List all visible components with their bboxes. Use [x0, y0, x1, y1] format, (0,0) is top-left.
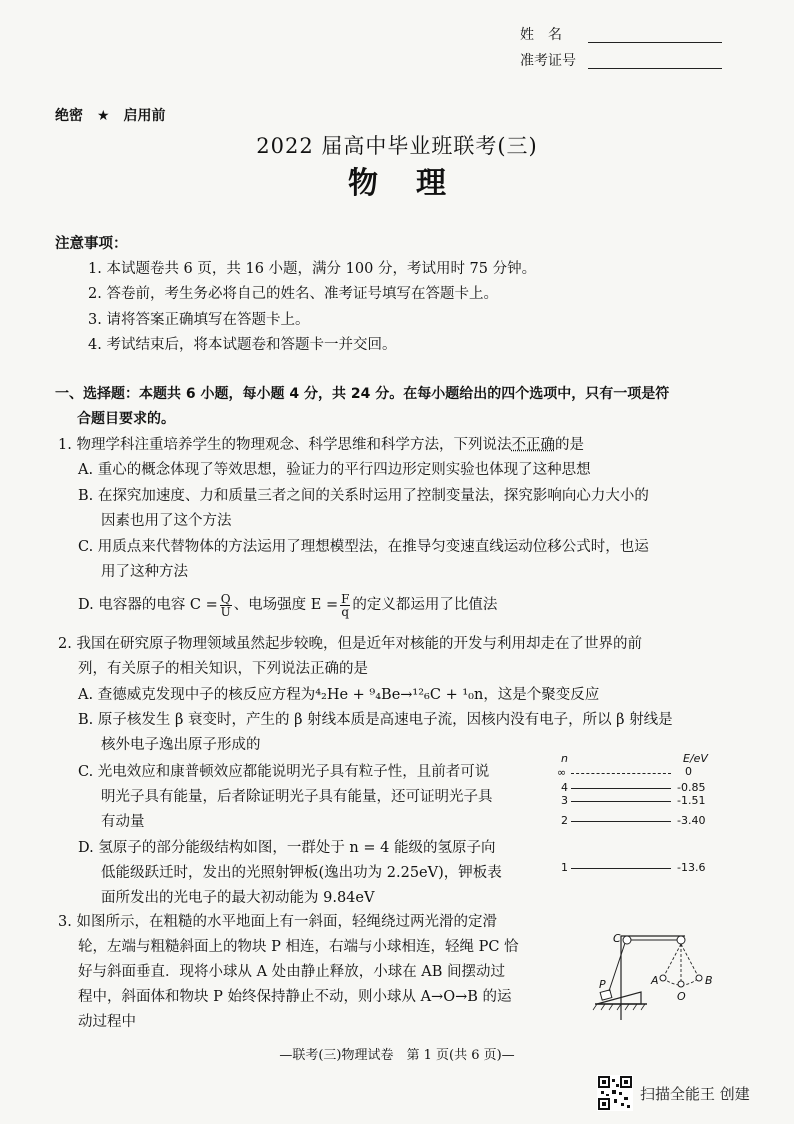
page-footer: —联考(三)物理试卷 第 1 页(共 6 页)—	[279, 1048, 515, 1063]
section-heading: 一、选择题：本题共 6 小题，每小题 4 分，共 24 分。在每小题给出的四个选项中，只有一项是符	[55, 386, 670, 402]
q1-stem-post: 的是	[554, 437, 584, 453]
q1-option-b-cont: 因素也用了这个方法	[101, 513, 232, 529]
fraction-numerator: Q	[220, 591, 231, 606]
q1-stem	[58, 436, 584, 454]
q2-a-pre: A. 查德威克发现中子的核反应方程为	[78, 687, 316, 703]
qr-code-graphic	[597, 1075, 633, 1111]
exam-id-underline	[588, 68, 722, 69]
n-axis-label: n	[561, 752, 568, 765]
fraction-numerator: F	[341, 591, 350, 606]
notice-item: 3. 请将答案正确填写在答题卡上。	[88, 312, 310, 328]
q3-stem-cont: 程中，斜面体和物块 P 始终保持静止不动，则小球从 A→O→B 的运	[78, 989, 512, 1005]
q2-option-b: B. 原子核发生 β 衰变时，产生的 β 射线本质是高速电子流，因核内没有电子，所以 β 射线是	[78, 712, 673, 728]
confidential-mark: 绝密 ★ 启用前	[55, 108, 166, 124]
subject-title: 物理	[348, 166, 484, 201]
name-label: 姓 名	[520, 27, 562, 43]
q2-a-post: ，这是个聚变反应	[483, 687, 600, 703]
energy-level-line	[571, 773, 671, 774]
label-a: A	[651, 974, 659, 987]
energy-level-diagram	[555, 750, 735, 880]
q1-option-b: B. 在探究加速度、力和质量三者之间的关系时运用了控制变量法，探究影响向心力大小的	[78, 488, 649, 504]
level-n: 3	[561, 794, 568, 807]
section-heading-cont: 合题目要求的。	[77, 411, 175, 427]
notice-item: 4. 考试结束后，将本试题卷和答题卡一并交回。	[88, 337, 397, 353]
capacitance-fraction	[220, 593, 232, 618]
q1-option-d	[78, 592, 497, 618]
q1-d-pre: D. 电容器的电容 C =	[78, 597, 218, 613]
level-n: 2	[561, 814, 568, 827]
q2-stem-cont: 列，有关原子的相关知识，下列说法正确的是	[78, 661, 368, 677]
q1-option-a: A. 重心的概念体现了等效思想，验证力的平行四边形定则实验也体现了这种思想	[78, 462, 591, 478]
qr-code-icon	[597, 1075, 633, 1111]
notice-item: 1. 本试题卷共 6 页，共 16 小题，满分 100 分，考试用时 75 分钟。	[88, 261, 537, 277]
q3-stem-cont: 动过程中	[78, 1014, 136, 1030]
q3-stem-cont: 轮，左端与粗糙斜面上的物块 P 相连，右端与小球相连，轻绳 PC 恰	[78, 939, 519, 955]
energy-level-line	[571, 821, 671, 822]
q2-option-a	[78, 686, 599, 704]
field-strength-fraction	[340, 593, 350, 618]
q1-d-mid: 、电场强度 E =	[233, 597, 339, 613]
name-underline	[588, 42, 722, 43]
fraction-denominator: U	[220, 604, 231, 619]
pulley-pendulum-diagram	[585, 920, 745, 1030]
q2-option-d-cont: 面所发出的光电子的最大初动能为 9.84eV	[101, 890, 375, 906]
q2-option-d-cont: 低能级跃迁时，发出的光照射钾板(逸出功为 2.25eV)，钾板表	[101, 865, 502, 881]
q1-d-post: 的定义都运用了比值法	[352, 597, 498, 613]
label-o: O	[677, 990, 686, 1003]
q2-option-c: C. 光电效应和康普顿效应都能说明光子具有粒子性，且前者可说	[78, 764, 490, 780]
level-n: 4	[561, 781, 568, 794]
q2-option-d: D. 氢原子的部分能级结构如图，一群处于 n = 4 能级的氢原子向	[78, 840, 496, 856]
q1-stem-pre: 1. 物理学科注重培养学生的物理观念、科学思维和科学方法，下列说法	[58, 437, 512, 453]
notice-title: 注意事项：	[55, 236, 128, 252]
level-energy: -1.51	[677, 794, 706, 807]
q1-stem-emphasis: 不正确	[511, 437, 555, 453]
notice-item: 2. 答卷前，考生务必将自己的姓名、准考证号填写在答题卡上。	[88, 286, 498, 302]
level-energy: -3.40	[677, 814, 706, 827]
scanner-watermark: 扫描全能王 创建	[640, 1085, 750, 1103]
fraction-denominator: q	[341, 604, 350, 619]
pulley-pendulum-figure	[585, 920, 745, 1030]
energy-level-line	[571, 868, 671, 869]
exam-title: 2022 届高中毕业班联考(三)	[256, 134, 538, 158]
exam-id-label: 准考证号	[520, 53, 576, 69]
q3-stem: 3. 如图所示，在粗糙的水平地面上有一斜面，轻绳绕过两光滑的定滑	[58, 914, 497, 930]
level-energy: -0.85	[677, 781, 706, 794]
energy-level-line	[571, 801, 671, 802]
q2-option-b-cont: 核外电子逸出原子形成的	[101, 737, 261, 753]
q2-stem: 2. 我国在研究原子物理领域虽然起步较晚，但是近年对核能的开发与利用却走在了世界的前	[58, 636, 642, 652]
label-b: B	[705, 974, 713, 987]
level-energy: 0	[685, 765, 692, 778]
label-p: P	[599, 978, 606, 991]
q1-option-c: C. 用质点来代替物体的方法运用了理想模型法，在推导匀变速直线运动位移公式时，也运	[78, 539, 649, 555]
energy-axis-label: E/eV	[683, 752, 708, 765]
q3-stem-cont: 好与斜面垂直．现将小球从 A 处由静止释放，小球在 AB 间摆动过	[78, 964, 506, 980]
level-n: ∞	[557, 766, 567, 779]
level-energy: -13.6	[677, 861, 706, 874]
level-n: 1	[561, 861, 568, 874]
q2-option-c-cont: 有动量	[101, 814, 145, 830]
q2-option-c-cont: 明光子具有能量，后者除证明光子具有能量，还可证明光子具	[101, 789, 493, 805]
label-c: C	[613, 932, 621, 945]
energy-level-line	[571, 788, 671, 789]
nuclear-equation: ⁴₂He + ⁹₄Be→¹²₆C + ¹₀n	[315, 687, 484, 703]
q1-option-c-cont: 用了这种方法	[101, 564, 188, 580]
